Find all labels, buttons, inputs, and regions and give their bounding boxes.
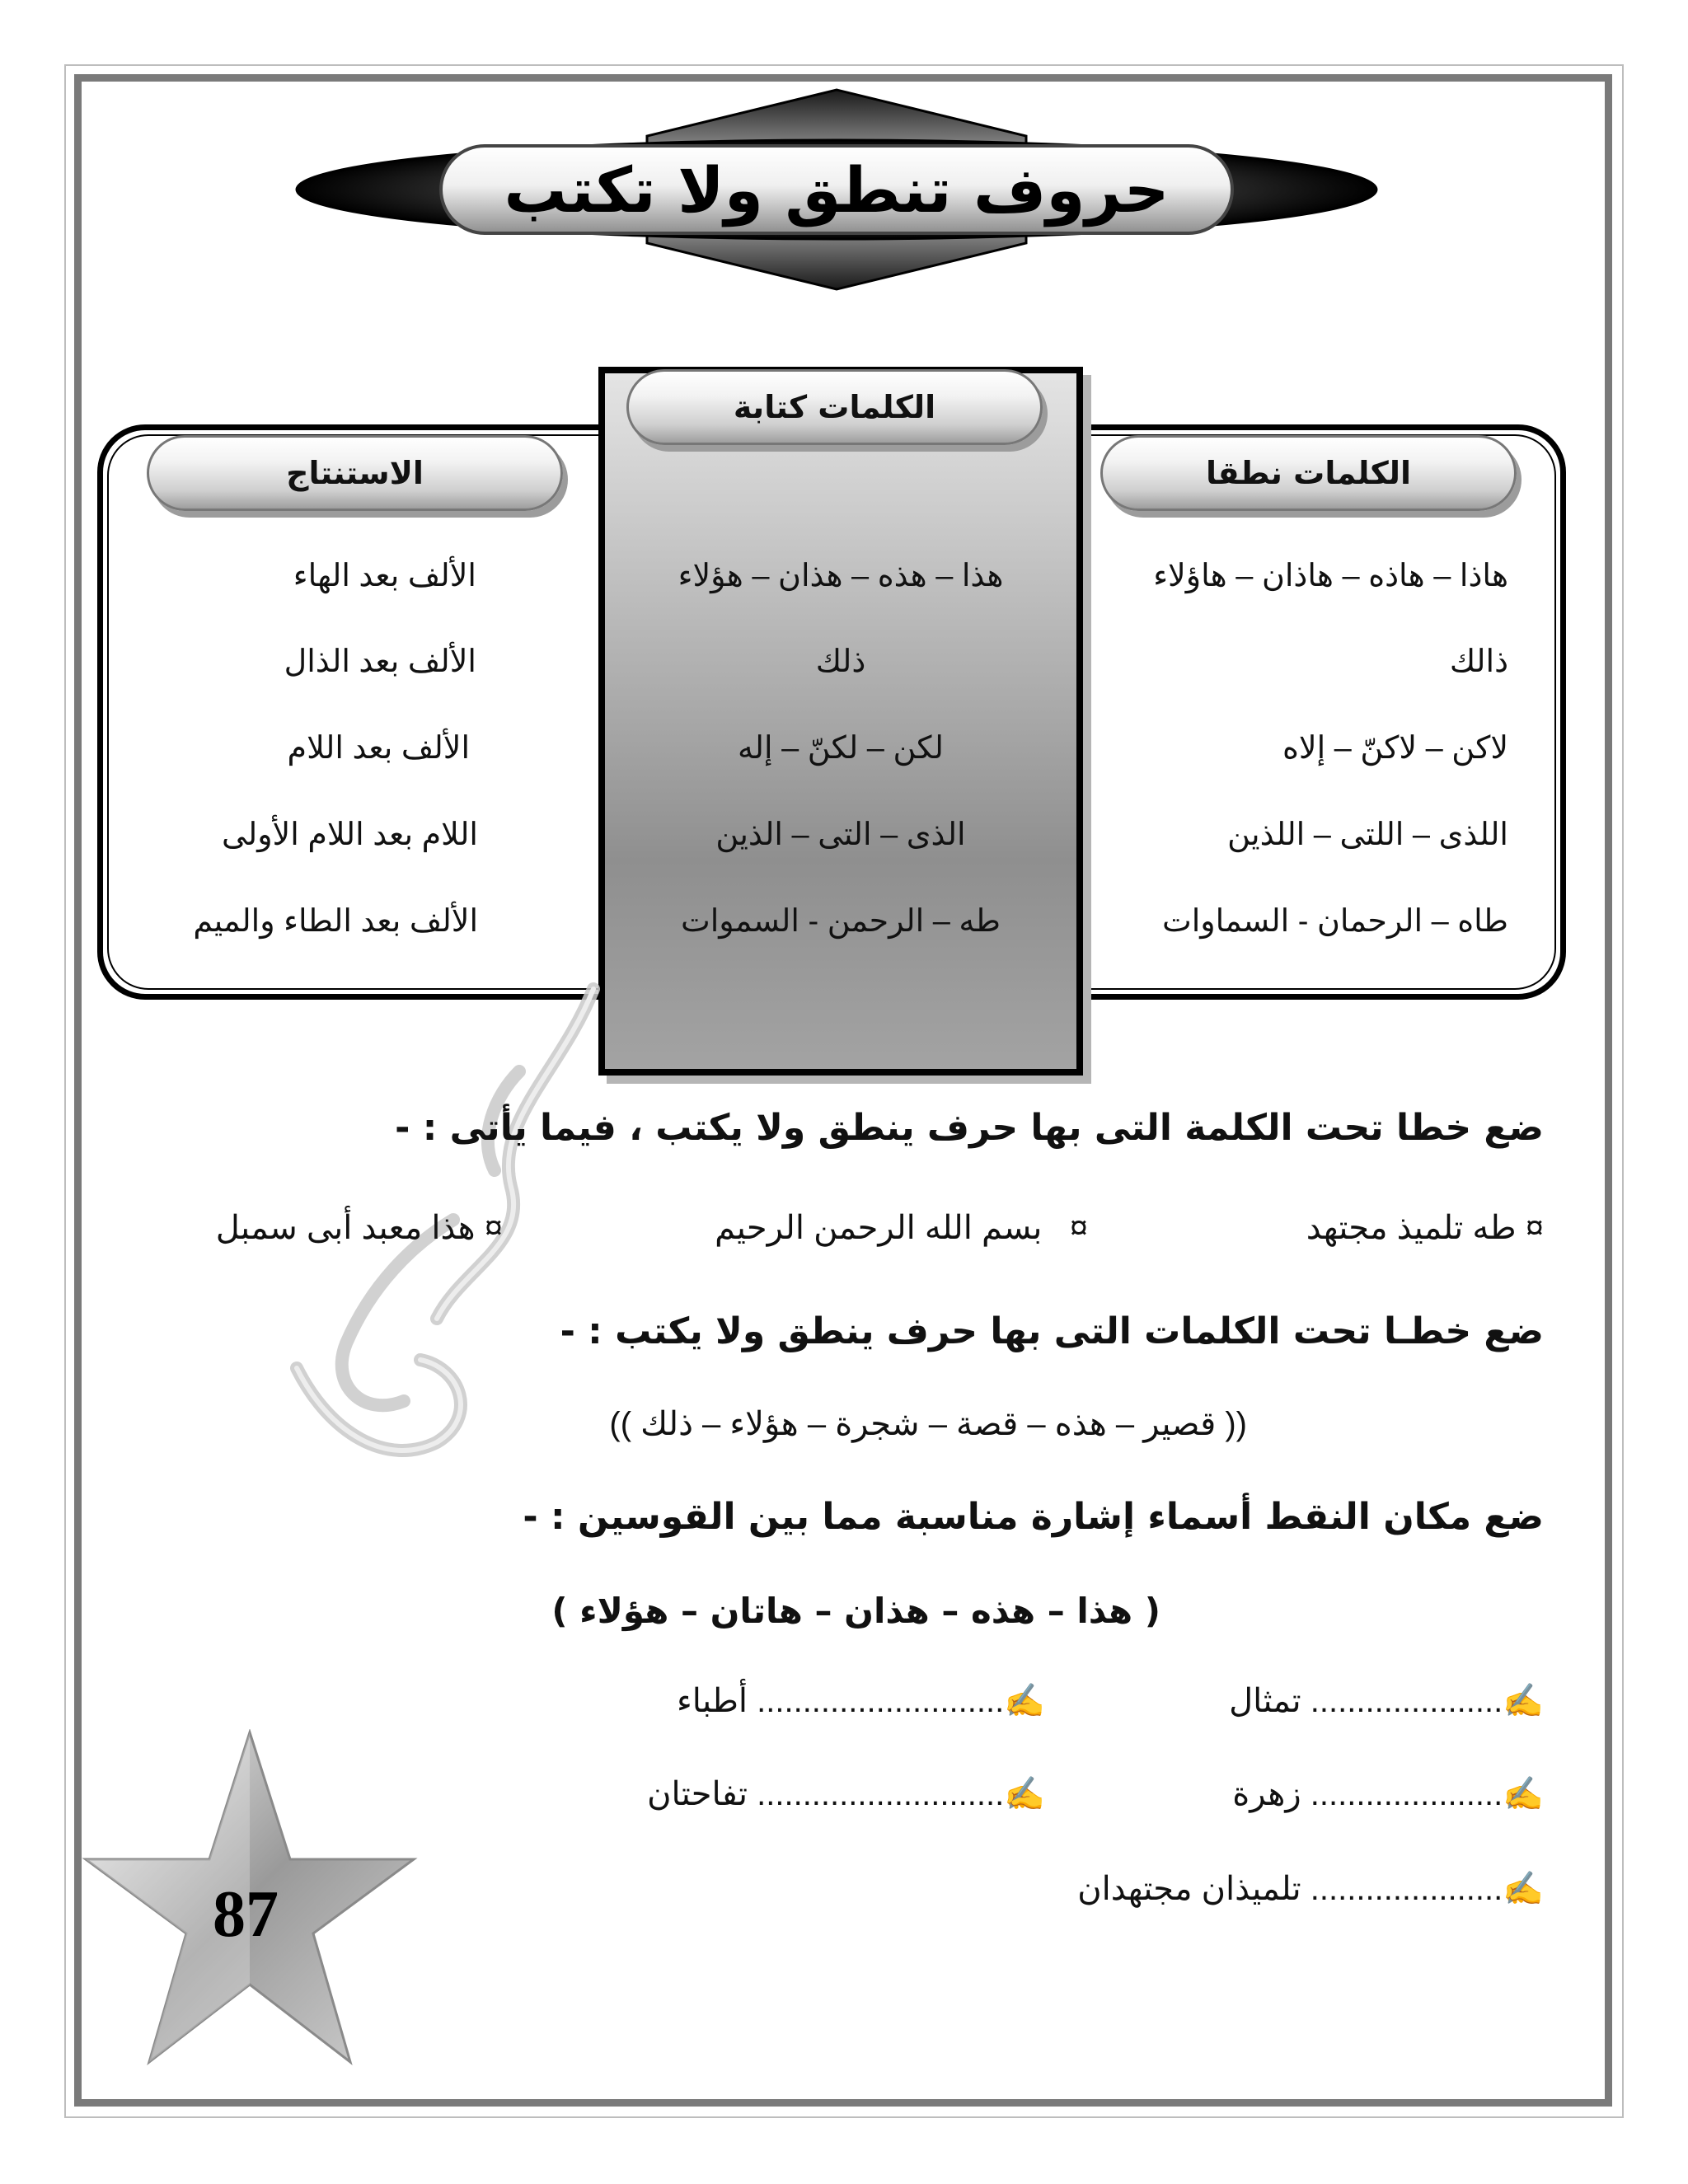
cell-conclusion: الألف بعد الطاء والميم — [193, 904, 478, 939]
cell-spoken: اللذى – اللتى – اللذين — [1227, 818, 1508, 852]
item-text: هذا معبد أبى سمبل — [215, 1210, 476, 1246]
exercise1-instruction: ضع خطا تحت الكلمة التى بها حرف ينطق ولا يكتب ، فيما يأتى : - — [395, 1107, 1544, 1149]
pen-icon: ✍ — [1004, 1776, 1045, 1812]
exercise1-item-3 — [216, 1209, 503, 1247]
header-written: الكلمات كتابة — [626, 369, 1043, 445]
cell-spoken: ذالك — [1449, 644, 1508, 679]
cell-written: هذا – هذه – هذان – هؤلاء — [678, 559, 1004, 593]
page-title: حروف تنطق ولا تكتب — [504, 152, 1170, 227]
cell-conclusion: اللام بعد اللام الأولى — [221, 818, 478, 852]
cell-conclusion: الألف بعد الذال — [284, 644, 476, 679]
cell-written: طه – الرحمن - السموات — [680, 904, 1001, 939]
cell-written: لكن – لكنّ – إله — [738, 731, 944, 766]
bullet: ¤ — [1525, 1210, 1544, 1246]
blank-line — [1232, 1774, 1544, 1813]
blank-text: ........................... أطباء — [677, 1683, 1005, 1719]
cell-written: ذلك — [815, 644, 866, 679]
cell-conclusion: الألف بعد اللام — [287, 731, 470, 766]
header-conclusion: الاستنتاج — [147, 435, 563, 511]
blank-text: ..................... تلميذان مجتهدان — [1077, 1871, 1503, 1907]
exercise3-instruction: ضع مكان النقط أسماء إشارة مناسبة مما بين القوسين : - — [523, 1496, 1544, 1538]
cell-spoken: هاذا – هاذه – هاذان – هاؤلاء — [1153, 559, 1508, 593]
blank-text: ..................... تمثال — [1229, 1683, 1503, 1719]
exercise1-item-1 — [1306, 1209, 1544, 1247]
exercise3-choices: ( هذا – هذه – هذان – هاتان – هؤلاء ) — [551, 1591, 1160, 1631]
page-number: 87 — [213, 1878, 279, 1951]
pen-icon: ✍ — [1004, 1683, 1045, 1719]
cell-spoken: طاه – الرحمان - السماوات — [1161, 904, 1508, 939]
written-column — [598, 367, 1083, 1076]
exercise2-instruction: ضع خطـا تحت الكلمات التى بها حرف ينطق ولا يكتب : - — [560, 1310, 1544, 1352]
bullet: ¤ — [484, 1210, 503, 1246]
blank-line — [1077, 1869, 1544, 1908]
pen-icon: ✍ — [1503, 1776, 1544, 1812]
exercise2-words: (( قصير – هذه – قصة – شجرة – هؤلاء – ذلك )) — [609, 1406, 1247, 1442]
exercise1-item-2 — [715, 1209, 1088, 1247]
blank-text: ........................... تفاحتان — [647, 1776, 1005, 1812]
pen-icon: ✍ — [1503, 1871, 1544, 1907]
blank-line — [647, 1774, 1045, 1813]
header-spoken: الكلمات نطقا — [1100, 435, 1517, 511]
blank-line — [1229, 1681, 1544, 1720]
blank-line — [677, 1681, 1045, 1720]
cell-spoken: لاكن – لاكنّ – إلاه — [1282, 731, 1508, 766]
cell-conclusion: الألف بعد الهاء — [293, 559, 476, 593]
title-banner — [293, 87, 1381, 293]
cell-written: الذى – التى – الذين — [715, 818, 966, 852]
pen-icon: ✍ — [1503, 1683, 1544, 1719]
bullet: ¤ — [1069, 1210, 1088, 1246]
item-text: بسم الله الرحمن الرحيم — [715, 1210, 1043, 1246]
blank-text: ..................... زهرة — [1232, 1776, 1503, 1812]
item-text: طه تلميذ مجتهد — [1306, 1210, 1517, 1246]
